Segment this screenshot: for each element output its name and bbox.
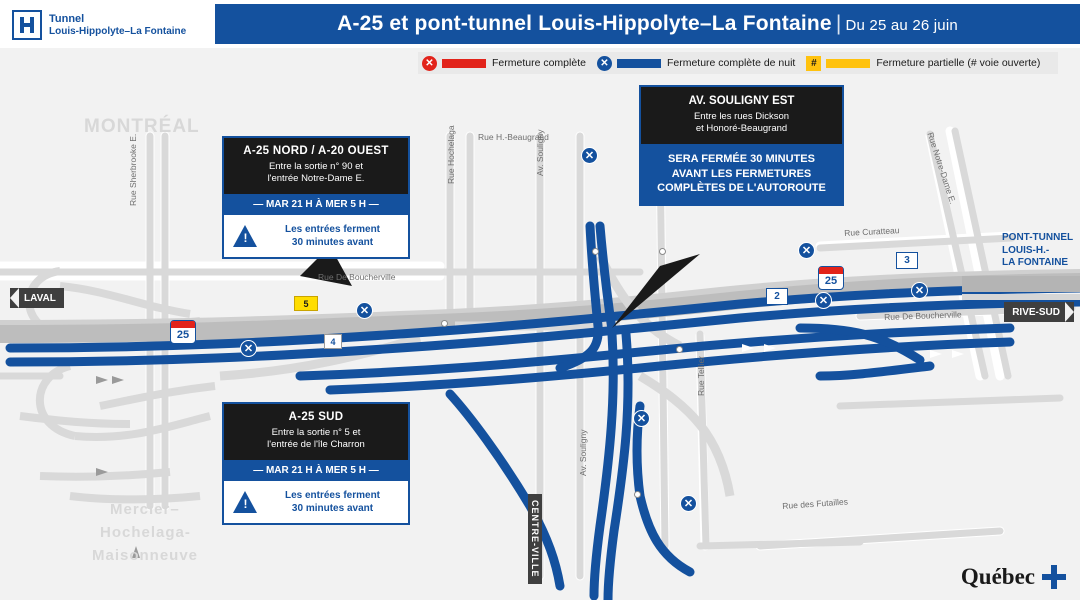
route-square-3: 3 (896, 252, 918, 269)
route-shield-a25-west (170, 320, 196, 344)
route-partial-5: 5 (294, 296, 318, 311)
logo-line-1: Tunnel (49, 12, 85, 25)
closure-marker-6[interactable]: ✕ (911, 282, 928, 299)
callout-sud-sub-l2: l'entrée de l'île Charron (267, 439, 365, 451)
legend-item-complete (418, 52, 593, 74)
callout-sud-warn-l1: Les entrées ferment (284, 489, 381, 501)
quebec-logo (961, 564, 1066, 590)
route-shield-a25-east (818, 266, 844, 290)
legend-item-night (593, 52, 802, 74)
callout-sud-sub-l1: Entre la sortie n° 5 et (271, 427, 361, 438)
logo-line-2: Louis-Hippolyte–La Fontaine (49, 25, 187, 37)
callout-souligny-est (639, 85, 844, 206)
legend (418, 52, 1058, 74)
legend-swatch-red (442, 59, 486, 68)
callout-nord-sub-l1: Entre la sortie n° 90 et (268, 161, 364, 172)
callout-nord-warn-l1: Les entrées ferment (284, 223, 381, 235)
street-label-futailles: Rue des Futailles (782, 496, 849, 511)
street-label-hochelaga: Rue Hochelaga (446, 125, 456, 184)
street-label-notre-dame: Rue Notre-Dame E. (925, 131, 959, 206)
node-point-5 (634, 491, 641, 498)
page-title (215, 4, 1080, 44)
callout-sud-warning (224, 481, 408, 523)
callout-sud-header (224, 404, 408, 460)
tunnel-label-l1: PONT-TUNNEL (1002, 232, 1074, 243)
tunnel-label-l2: LOUIS-H.- (1002, 244, 1050, 256)
callout-nord-sub-l2: l'entrée Notre-Dame E. (267, 173, 365, 185)
date-range: Du 25 au 26 juin (845, 17, 958, 34)
callout-sud-warn-l2: 30 minutes avant (291, 502, 374, 514)
callout-nord-subtitle (230, 161, 402, 186)
street-label-souligny-top: Av. Souligny (535, 129, 545, 176)
route-square-2a: 2 (766, 288, 788, 305)
callout-souligny-header (641, 87, 842, 144)
street-label-tellier: Rue Tellier (696, 355, 706, 396)
callout-a25-sud (222, 402, 410, 525)
callout-sud-title: A-25 SUD (288, 411, 344, 423)
closure-marker-5[interactable]: ✕ (815, 292, 832, 309)
callout-nord-time: — MAR 21 H À MER 5 H — (224, 194, 408, 215)
node-point-2 (592, 248, 599, 255)
direction-tab-laval: LAVAL (10, 288, 64, 308)
header-band (215, 4, 1080, 44)
callout-souligny-sub-l2: et Honoré-Beaugrand (695, 123, 788, 135)
warning-triangle-icon (233, 225, 258, 247)
node-point-1 (441, 320, 448, 327)
closure-marker-8[interactable]: ✕ (633, 410, 650, 427)
label-maisonneuve: Maisonneuve (92, 547, 199, 564)
closure-night-icon: ✕ (597, 56, 612, 71)
callout-sud-subtitle (230, 427, 402, 452)
title-separator: | (835, 12, 842, 35)
closure-marker-7[interactable]: ✕ (680, 495, 697, 512)
label-montreal: MONTRÉAL (84, 116, 200, 137)
warning-icon-glyph-2: ! (243, 496, 248, 511)
page-title-text: A-25 et pont-tunnel Louis-Hippolyte–La Fontaine (337, 12, 832, 35)
node-point-3 (659, 248, 666, 255)
direction-tab-centre-ville: CENTRE-VILLE (528, 494, 542, 584)
callout-nord-warn-l2: 30 minutes avant (291, 236, 374, 248)
closure-marker-3[interactable]: ✕ (581, 147, 598, 164)
header (0, 0, 1080, 48)
label-hochelaga: Hochelaga- (100, 524, 191, 541)
legend-item-partial (802, 52, 1047, 74)
street-label-curatteau: Rue Curatteau (844, 225, 900, 238)
callout-souligny-body (641, 144, 842, 205)
callout-souligny-body-l2: AVANT LES FERMETURES (671, 167, 812, 180)
route-shield-a25-east-label: 25 (824, 275, 838, 287)
label-mercier: Mercier– (110, 501, 180, 518)
street-label-souligny-bottom: Av. Souligny (578, 429, 588, 476)
callout-sud-warn-text (266, 489, 399, 515)
closure-marker-1[interactable]: ✕ (240, 340, 257, 357)
callout-a25-nord (222, 136, 410, 259)
route-white-4: 4 (324, 334, 342, 349)
street-label-sherbrooke: Rue Sherbrooke E. (128, 133, 138, 206)
street-label-boucherville-2: Rue De Boucherville (884, 309, 962, 322)
node-point-4 (676, 346, 683, 353)
legend-swatch-yellow (826, 59, 870, 68)
quebec-flag-icon (1042, 565, 1066, 589)
callout-souligny-subtitle (647, 111, 836, 136)
quebec-wordmark: Québec (960, 564, 1035, 589)
legend-label-complete: Fermeture complète (492, 57, 586, 69)
callout-sud-time: — MAR 21 H À MER 5 H — (224, 460, 408, 481)
closure-complete-icon: ✕ (422, 56, 437, 71)
legend-label-partial: Fermeture partielle (# voie ouverte) (876, 57, 1041, 69)
callout-souligny-title: AV. SOULIGNY EST (688, 95, 795, 107)
legend-label-night: Fermeture complète de nuit (666, 57, 796, 69)
map-canvas (0, 76, 1080, 600)
tunnel-label (1002, 232, 1073, 270)
tunnel-logo-icon (12, 10, 42, 40)
callout-nord-warning (224, 215, 408, 257)
closure-marker-2[interactable]: ✕ (356, 302, 373, 319)
tunnel-logo (12, 8, 212, 42)
callout-nord-warn-text (266, 223, 399, 249)
legend-swatch-blue (617, 59, 661, 68)
warning-icon-glyph: ! (243, 230, 248, 245)
closure-partial-icon: # (806, 56, 821, 71)
callout-nord-header (224, 138, 408, 194)
warning-triangle-icon-2 (233, 491, 258, 513)
tunnel-label-l3: LA FONTAINE (1002, 257, 1069, 268)
route-shield-a25-west-label: 25 (176, 329, 190, 341)
callout-nord-title: A-25 NORD / A-20 OUEST (243, 145, 389, 157)
direction-tab-rive-sud: RIVE-SUD (1004, 302, 1074, 322)
callout-souligny-sub-l1: Entre les rues Dickson (693, 111, 790, 122)
callout-souligny-body-l3: COMPLÈTES DE L'AUTOROUTE (657, 182, 826, 195)
street-label-h-beaugrand: Rue H.-Beaugrand (478, 132, 549, 142)
closure-marker-4[interactable]: ✕ (798, 242, 815, 259)
street-label-boucherville-1: Rue De Boucherville (318, 272, 396, 282)
callout-souligny-body-l1: SERA FERMÉE 30 MINUTES (668, 152, 815, 165)
